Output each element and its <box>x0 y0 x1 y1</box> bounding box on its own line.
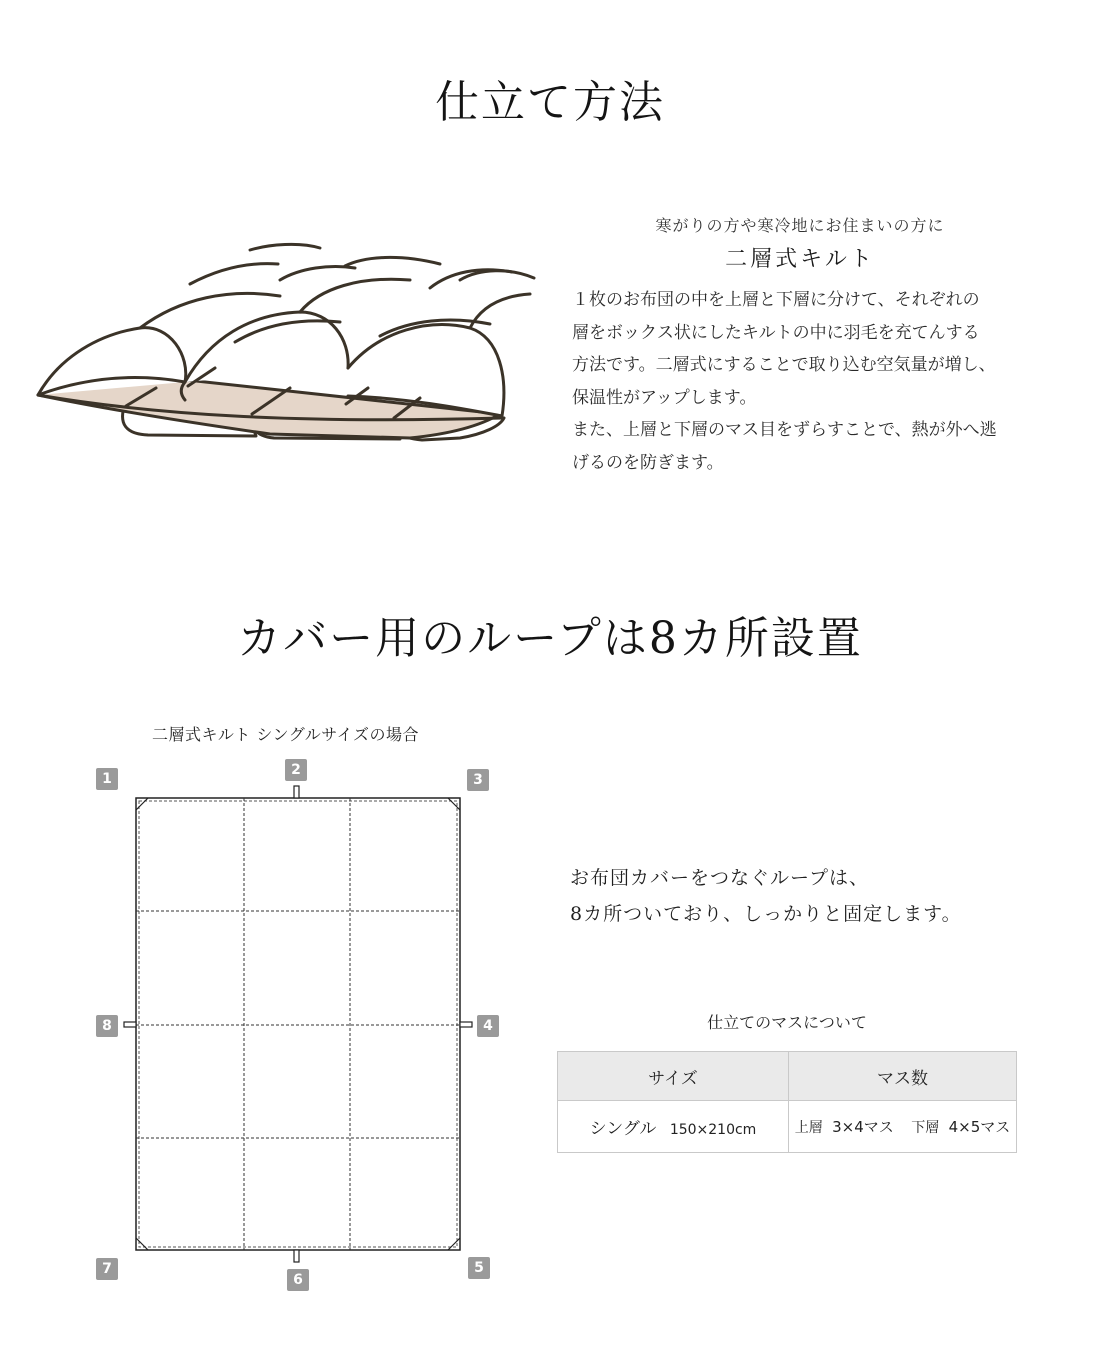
loop-badge-1: 1 <box>96 768 118 790</box>
loop-badge-3: 3 <box>467 769 489 791</box>
quilt-grid-table <box>557 1051 1017 1153</box>
loop-position-diagram <box>120 780 480 1270</box>
table-header-grid-count: マス数 <box>789 1052 1017 1101</box>
description-line: 層をボックス状にしたキルトの中に羽毛を充てんする <box>572 322 980 343</box>
table-row <box>558 1101 1017 1153</box>
upper-layer-label: 上層 <box>794 1120 823 1136</box>
description-line: また、上層と下層のマス目をずらすことで、熱が外へ逃 <box>572 420 997 440</box>
grid-count-cell <box>789 1101 1017 1153</box>
loop-description-line: お布団カバーをつなぐループは、 <box>570 867 870 889</box>
upper-layer-value: 3×4マス <box>832 1118 894 1136</box>
table-header-size: サイズ <box>558 1052 789 1101</box>
loop-description-line: 8カ所ついており、しっかりと固定します。 <box>570 903 962 925</box>
section1-heading: 二層式キルト <box>725 247 875 272</box>
size-name: シングル <box>589 1119 657 1139</box>
description-line: １枚のお布団の中を上層と下層に分けて、それぞれの <box>572 290 980 310</box>
description-line: 方法です。二層式にすることで取り込む空気量が増し、 <box>572 355 996 375</box>
loop-badge-4: 4 <box>477 1015 499 1037</box>
loop-badge-7: 7 <box>96 1258 118 1280</box>
loop-description <box>570 860 1050 932</box>
lower-layer-label: 下層 <box>911 1120 940 1136</box>
section1-description <box>572 284 1042 479</box>
size-dimensions: 150×210cm <box>669 1122 757 1138</box>
loop-badge-6: 6 <box>287 1269 309 1291</box>
description-line: 保温性がアップします。 <box>572 387 757 408</box>
loop-badge-8: 8 <box>96 1015 118 1037</box>
table-caption: 仕立てのマスについて <box>707 1013 867 1032</box>
duvet-outline <box>136 798 460 1250</box>
size-cell <box>558 1101 789 1153</box>
section-title-loops: カバー用のループは8カ所設置 <box>237 613 863 664</box>
section-title-construction: 仕立て方法 <box>435 77 665 128</box>
loop-badge-2: 2 <box>285 759 307 781</box>
section1-lead: 寒がりの方や寒冷地にお住まいの方に <box>655 216 945 235</box>
description-line: げるのを防ぎます。 <box>572 452 724 473</box>
diagram-caption: 二層式キルト シングルサイズの場合 <box>152 725 419 744</box>
lower-layer-value: 4×5マス <box>948 1118 1011 1136</box>
two-layer-quilt-illustration <box>30 238 540 453</box>
loop-badge-5: 5 <box>468 1257 490 1279</box>
